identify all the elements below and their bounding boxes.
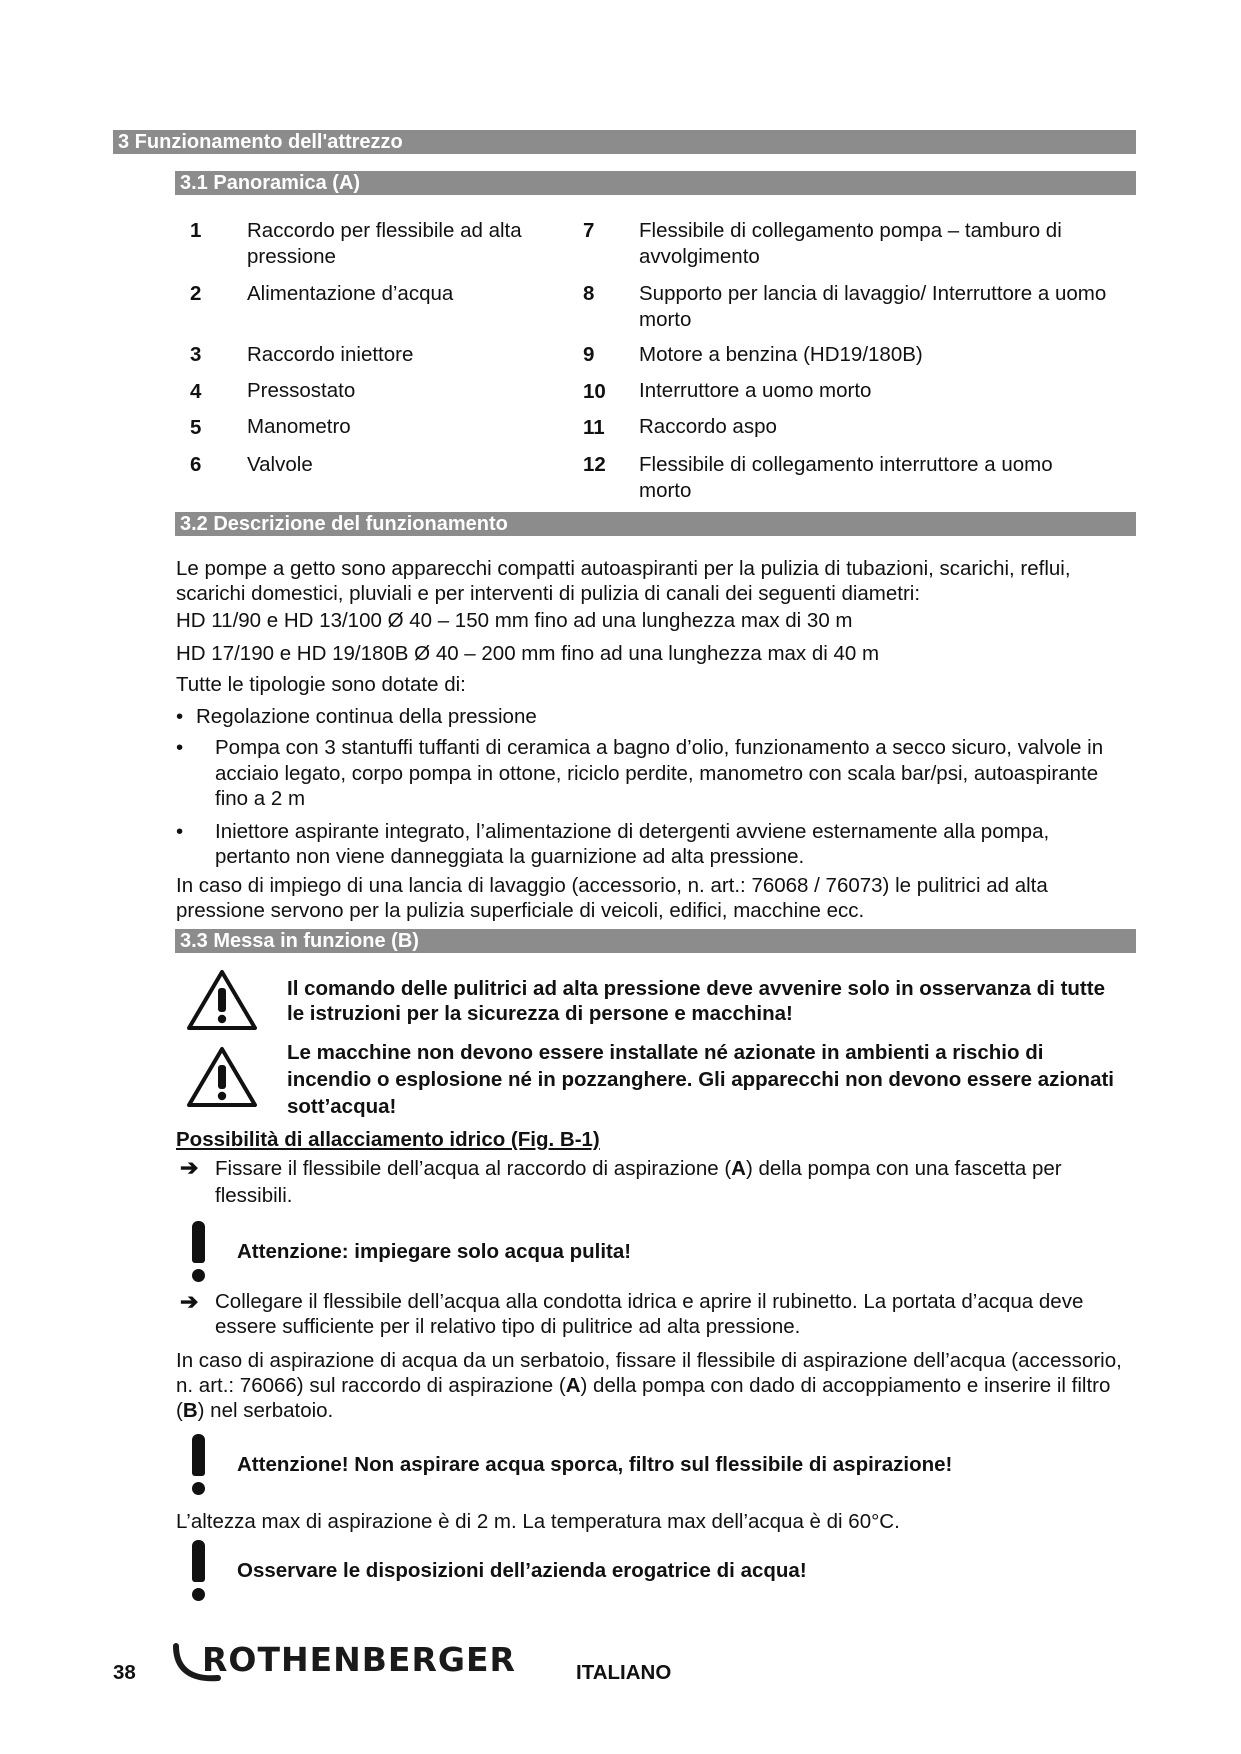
item-12-text: Flessibile di collegamento interruttore a uomo morto [639, 453, 1053, 502]
page-number: 38 [113, 1661, 136, 1684]
item-5-number: 5 [190, 416, 202, 439]
section-3-2-heading: 3.2 Descrizione del funzionamento [175, 512, 1136, 536]
item-1-text: Raccordo per flessibile ad alta pressione [247, 219, 522, 268]
arrow-icon: ➔ [180, 1155, 199, 1180]
item-3-number: 3 [190, 343, 202, 366]
feature-pressure: Regolazione continua della pressione [196, 705, 537, 728]
section-3-1-heading: 3.1 Panoramica (A) [175, 171, 1136, 195]
water-connection-subheading: Possibilità di allacciamento idrico (Fig. B-1) [176, 1128, 600, 1151]
item-8-number: 8 [583, 282, 595, 305]
item-9-text: Motore a benzina (HD19/180B) [639, 343, 923, 366]
attention-water-company: Osservare le disposizioni dell’azienda erogatrice di acqua! [237, 1559, 807, 1582]
item-2-number: 2 [190, 282, 202, 305]
item-6-text: Valvole [247, 453, 313, 476]
bullet-mark: • [176, 820, 184, 843]
item-10-text: Interruttore a uomo morto [639, 379, 872, 402]
section-3-3-heading: 3.3 Messa in funzione (B) [175, 929, 1136, 953]
feature-pump: Pompa con 3 stantuffi tuffanti di ceramica a bagno d’olio, funzionamento a secco sicuro, valvole in acciaio legato, corpo pompa in ottone, riciclo perdite, manometro con scala bar/psi, autoaspirante fino a 2 m [215, 736, 1104, 810]
warning-triangle-icon [186, 1045, 258, 1109]
item-11-number: 11 [583, 416, 605, 439]
washing-lance-note: In caso di impiego di una lancia di lavaggio (accessorio, n. art.: 76068 / 76073) le pulitrici ad alta pressione servono per la pulizia superficiale di veicoli, edifici, macchine ecc. [176, 874, 1048, 922]
step-fix-hose: Fissare il flessibile dell’acqua al raccordo di aspirazione (A) della pompa con una fascetta per flessibili. [215, 1157, 1062, 1207]
attention-clean-water: Attenzione: impiegare solo acqua pulita! [237, 1240, 632, 1263]
attention-dirty-water: Attenzione! Non aspirare acqua sporca, filtro sul flessibile di aspirazione! [237, 1453, 953, 1476]
diameter-line-1: HD 11/90 e HD 13/100 Ø 40 – 150 mm fino ad una lunghezza max di 30 m [176, 609, 853, 632]
tank-suction-note: In caso di aspirazione di acqua da un serbatoio, fissare il flessibile di aspirazione dell’acqua (accessorio, n. art.: 76066) sul raccordo di aspirazione (A) della pompa con dado di accoppiamento e inserire il filtro (B) nel serbatoio. [176, 1349, 1122, 1422]
safety-warning-2: Le macchine non devono essere installate né azionate in ambienti a rischio di incendio o esplosione né in pozzanghere. Gli apparecchi non devono essere azionati sott’acqua! [287, 1041, 1115, 1118]
item-10-number: 10 [583, 380, 606, 403]
warning-triangle-icon [186, 968, 258, 1032]
feature-injector: Iniettore aspirante integrato, l’alimentazione di detergenti avviene esternamente alla pompa, pertanto non viene danneggiata la guarnizione ad alta pressione. [215, 820, 1050, 868]
section-3-heading: 3 Funzionamento dell'attrezzo [113, 130, 1136, 154]
item-6-number: 6 [190, 453, 202, 476]
item-7-number: 7 [583, 219, 595, 242]
language-label: ITALIANO [576, 1661, 672, 1684]
arrow-icon: ➔ [180, 1289, 199, 1314]
diameter-line-2: HD 17/190 e HD 19/180B Ø 40 – 200 mm fino ad una lunghezza max di 40 m [176, 642, 880, 665]
item-7-text: Flessibile di collegamento pompa – tamburo di avvolgimento [639, 219, 1062, 268]
description-intro: Le pompe a getto sono apparecchi compatti autoaspiranti per la pulizia di tubazioni, scarichi, reflui, scarichi domestici, pluviali e per interventi di pulizia di canali dei seguenti diametri: [176, 557, 1071, 605]
brand-logo [172, 1640, 516, 1684]
item-8-text: Supporto per lancia di lavaggio/ Interruttore a uomo morto [639, 282, 1107, 331]
safety-warning-1: Il comando delle pulitrici ad alta pressione deve avvenire solo in osservanza di tutte le istruzioni per la sicurezza di persone e macchina! [287, 977, 1105, 1025]
suction-height-note: L’altezza max di aspirazione è di 2 m. La temperatura max dell’acqua è di 60°C. [176, 1510, 900, 1533]
step-connect-water: Collegare il flessibile dell’acqua alla condotta idrica e aprire il rubinetto. La portata d’acqua deve essere sufficiente per il relativo tipo di pulitrice ad alta pressione. [215, 1290, 1084, 1338]
equipment-intro: Tutte le tipologie sono dotate di: [176, 673, 466, 696]
item-9-number: 9 [583, 343, 595, 366]
item-1-number: 1 [190, 219, 202, 242]
item-4-text: Pressostato [247, 379, 356, 402]
item-2-text: Alimentazione d’acqua [247, 282, 454, 305]
brand-name: ROTHENBERGER [202, 1640, 516, 1679]
item-11-text: Raccordo aspo [639, 415, 777, 438]
item-12-number: 12 [583, 453, 606, 476]
item-4-number: 4 [190, 380, 202, 403]
bullet-mark: • [176, 736, 184, 759]
item-3-text: Raccordo iniettore [247, 343, 414, 366]
bullet-mark: • [176, 705, 184, 728]
item-5-text: Manometro [247, 415, 351, 438]
